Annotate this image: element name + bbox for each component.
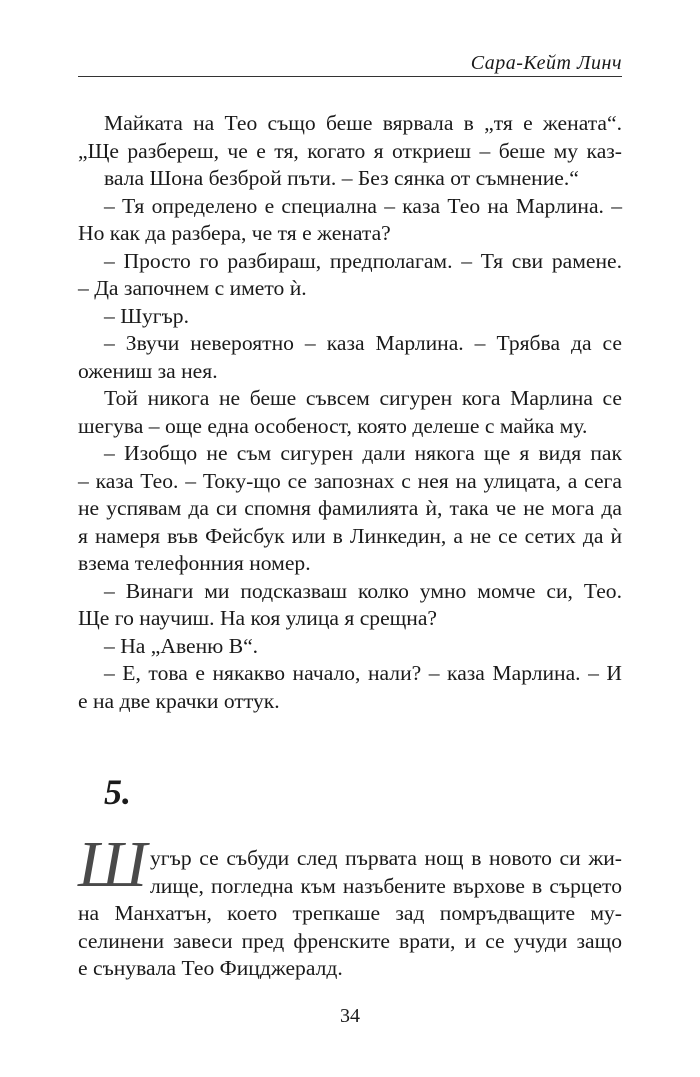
text-line: – Звучи невероятно – каза Марлина. – Трябва да се (104, 331, 622, 355)
chapter-number: 5. (104, 772, 131, 812)
text-line: я намеря във Фейсбук или в Линкедин, а не се сетих да ѝ (78, 524, 622, 548)
text-line: – Е, това е някакво начало, нали? – каза Марлина. – И (104, 661, 622, 685)
text-line: – Изобщо не съм сигурен дали някога ще я видя пак (104, 441, 622, 465)
text-line: вала Шона безброй пъти. – Без сянка от съмнение.“ (104, 166, 579, 190)
text-line: – На „Авеню В“. (104, 634, 259, 658)
text-line: е сънувала Тео Фицджералд. (78, 956, 343, 980)
running-header: Сара-Кейт Линч (470, 52, 622, 74)
text-line: Ще го научиш. На коя улица я срещна? (78, 606, 438, 630)
text-line: – каза Тео. – Току-що се запознах с нея на улицата, а сега (78, 469, 622, 493)
text-line: не успявам да си спомня фамилията ѝ, така че не мога да (78, 496, 622, 520)
text-line: на Манхатън, което трепкаше зад помръдващите му- (78, 901, 622, 925)
text-line: Майката на Тео също беше вярвала в „тя е жената“. (104, 111, 622, 135)
page-number: 34 (340, 1005, 360, 1027)
text-line: угър се събуди след първата нощ в новото си жи- (150, 846, 622, 870)
text-line: – Просто го разбираш, предполагам. – Тя сви рамене. (104, 249, 622, 273)
text-line: лище, погледна към назъбените върхове в сърцето (150, 874, 622, 898)
text-line: е на две крачки оттук. (78, 689, 280, 713)
text-line: селинени завеси пред френските врати, и се учуди защо (78, 929, 622, 953)
text-line: Той никога не беше съвсем сигурен кога Марлина се (104, 386, 622, 410)
text-line: „Ще разбереш, че е тя, когато я откриеш – беше му каз- (78, 139, 622, 163)
text-line: ожениш за нея. (78, 359, 218, 383)
header-rule (78, 76, 622, 77)
text-line: – Да започнем с името ѝ. (78, 276, 307, 300)
drop-cap: Ш (78, 828, 147, 901)
text-line: – Тя определено е специална – каза Тео на Марлина. – (104, 194, 622, 218)
text-line: Но как да разбера, че тя е жената? (78, 221, 391, 245)
text-line: – Винаги ми подсказваш колко умно момче си, Тео. (104, 579, 622, 603)
text-line: – Шугър. (104, 304, 189, 328)
text-line: шегува – още една особеност, която делеше с майка му. (78, 414, 588, 438)
text-line: взема телефонния номер. (78, 551, 311, 575)
